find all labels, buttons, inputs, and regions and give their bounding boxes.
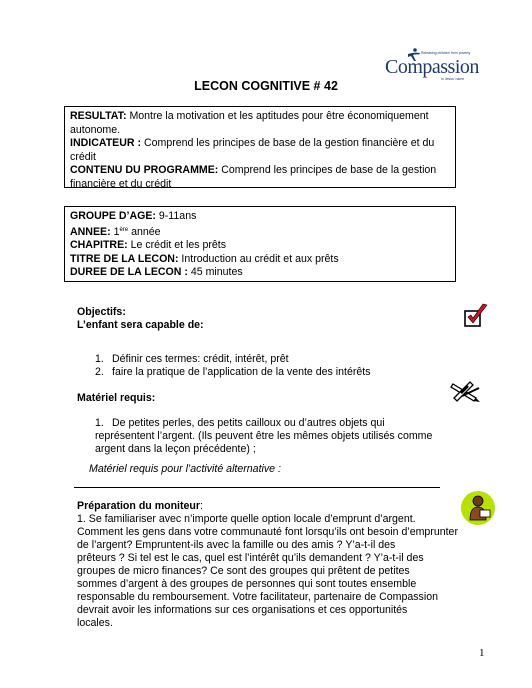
chapitre-line bbox=[70, 239, 450, 253]
teacher-figure-icon bbox=[460, 490, 496, 526]
materiel-heading: Matériel requis: bbox=[77, 392, 156, 404]
titre-line bbox=[70, 253, 450, 267]
page-title: LECON COGNITIVE # 42 bbox=[194, 79, 338, 93]
preparation-line-1: 1. Se familiariser avec n’importe quelle option locale d’emprunt d’argent. bbox=[77, 513, 416, 525]
resultat-line bbox=[70, 110, 450, 137]
contenu-label: CONTENU DU PROGRAMME: bbox=[70, 164, 219, 176]
objectif-num-2: 2. bbox=[95, 366, 104, 378]
logo-tagline: Releasing children from poverty bbox=[421, 51, 471, 55]
objectif-text-2: faire la pratique de l’application de la vente des intérêts bbox=[112, 366, 371, 378]
duree-label: DUREE DE LA LECON : bbox=[70, 266, 188, 278]
duree-line bbox=[70, 266, 450, 280]
section-divider bbox=[74, 487, 440, 488]
annee-label: ANNEE: bbox=[70, 225, 111, 238]
objectif-num-1: 1. bbox=[95, 353, 104, 365]
groupe-label: GROUPE D’AGE: bbox=[70, 210, 156, 222]
preparation-line-8: devrait avoir les informations sur ces organisations et ces opportunités bbox=[77, 604, 408, 616]
materiel-line-1: De petites perles, des petits cailloux ou d’autres objets qui bbox=[112, 417, 385, 429]
contenu-line bbox=[70, 164, 450, 191]
indicateur-line bbox=[70, 137, 450, 164]
checkbox-check-icon bbox=[463, 302, 489, 328]
preparation-line-6: sommes d’argent à des groupes de personnes qui sont toutes ensemble bbox=[77, 578, 417, 590]
titre-label: TITRE DE LA LECON: bbox=[70, 252, 179, 265]
annee-rest: année bbox=[128, 225, 161, 238]
annee-line bbox=[70, 224, 450, 240]
objectif-text-1: Définir ces termes: crédit, intérêt, prêt bbox=[112, 353, 289, 365]
indicateur-text: Comprend les principes de base de la gestion financière et du crédit bbox=[70, 137, 435, 163]
compassion-logo bbox=[385, 48, 481, 84]
page-number: 1 bbox=[479, 647, 485, 659]
preparation-colon: : bbox=[200, 500, 203, 512]
preparation-heading: Préparation du moniteur bbox=[77, 500, 201, 512]
lesson-info-box bbox=[64, 206, 456, 282]
objectifs-heading: Objectifs: bbox=[77, 306, 126, 318]
preparation-heading-line bbox=[77, 500, 203, 514]
preparation-line-2: Comment les gens dans votre communauté font lorsqu’ils ont besoin d’emprunter bbox=[77, 526, 458, 538]
materiel-line-2: représentent l’argent. (Ils peuvent être les mêmes objets utilisés comme bbox=[95, 430, 433, 442]
indicateur-label: INDICATEUR : bbox=[70, 137, 142, 149]
contenu-text: Comprend les principes de base de la gestion financière et du crédit bbox=[70, 164, 437, 190]
preparation-line-7: responsable du remboursement. Votre facilitateur, partenaire de Compassion bbox=[77, 591, 438, 603]
lesson-goals-box bbox=[64, 106, 456, 188]
preparation-line-9: locales. bbox=[77, 617, 113, 629]
pencil-tools-icon bbox=[450, 378, 482, 404]
materiel-alternative: Matériel requis pour l’activité alternative : bbox=[89, 463, 281, 475]
logo-subline: in Jesus' name bbox=[441, 77, 465, 81]
groupe-line bbox=[70, 210, 450, 224]
materiel-num: 1. bbox=[95, 417, 104, 429]
preparation-line-5: groupes de micro finances? Ce sont des groupes qui prêtent de petites bbox=[77, 565, 410, 577]
materiel-line-3: argent dans la leçon précédente) ; bbox=[95, 443, 256, 455]
chapitre-label: CHAPITRE: bbox=[70, 239, 128, 251]
preparation-line-3: de l’argent? Empruntent-ils avec la famille ou des amis ? Y’a-t-il des bbox=[77, 539, 396, 551]
chapitre-text: Le crédit et les prêts bbox=[127, 239, 227, 251]
duree-text: 45 minutes bbox=[187, 266, 243, 278]
annee-sup: ère bbox=[119, 226, 129, 233]
groupe-text: 9-11ans bbox=[155, 210, 197, 222]
annee-num: 1 bbox=[110, 225, 120, 238]
objectifs-subheading: L’enfant sera capable de: bbox=[77, 319, 204, 331]
logo-wordmark: Compassion bbox=[385, 56, 479, 78]
preparation-line-4: prêteurs ? Si tel est le cas, quel est l’intérêt qu’ils demandent ? Y’a-t-il des bbox=[77, 552, 424, 564]
titre-text: Introduction au crédit et aux prêts bbox=[178, 252, 339, 265]
resultat-text: Montre la motivation et les aptitudes pour être économiquement autonome. bbox=[70, 110, 429, 136]
resultat-label: RESULTAT: bbox=[70, 110, 127, 122]
